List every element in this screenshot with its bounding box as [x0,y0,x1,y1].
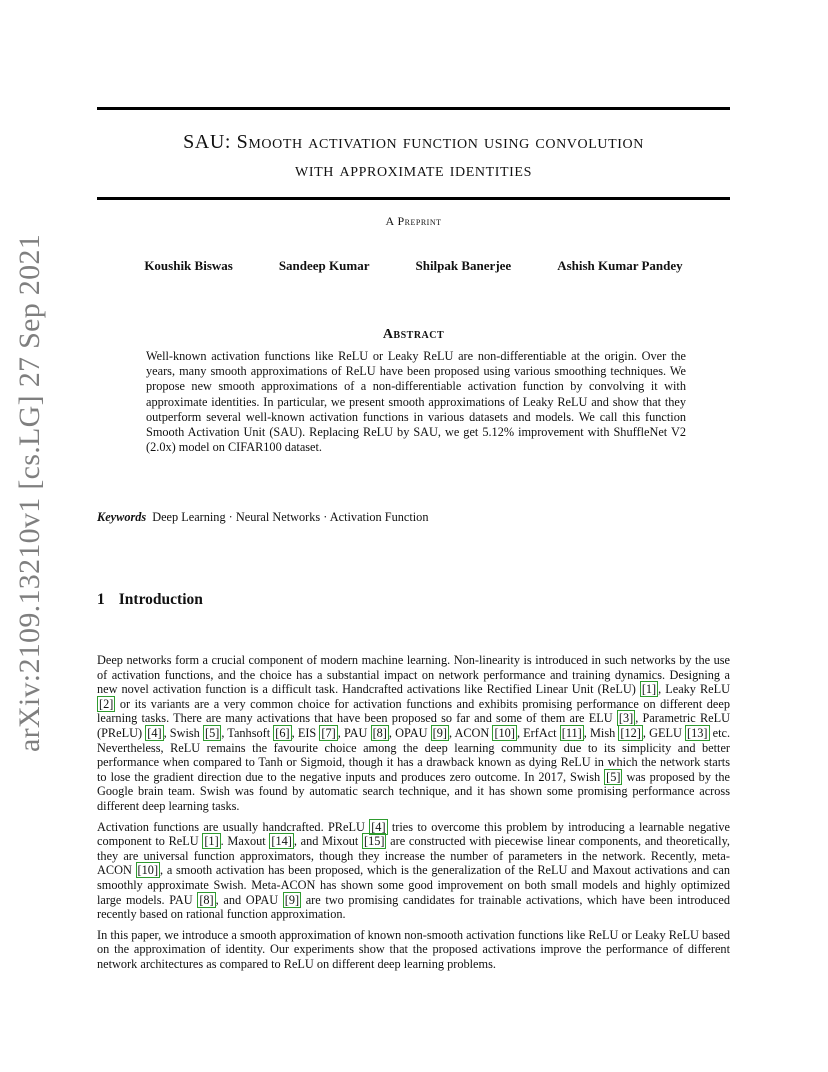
section-title: Introduction [118,591,203,608]
paragraph-text: , ACON [448,725,493,740]
citation-link[interactable]: [7] [321,725,336,740]
author-name: Koushik Biswas [144,258,233,273]
paragraph-text: was proposed by the Google brain team. Swish was found by automatic search technique, and it has shown some promising performance across different deep learning tasks. [97,769,730,813]
keywords-label: Keywords [97,510,147,524]
citation-link[interactable]: [12] [620,725,641,740]
citation-link[interactable]: [13] [687,725,708,740]
citation-link[interactable]: [5] [606,769,621,784]
citation-link[interactable]: [4] [371,819,386,834]
author-name: Ashish Kumar Pandey [557,258,683,273]
author-list [97,258,730,274]
citation-link[interactable]: [8] [372,725,387,740]
citation-link[interactable]: [10] [494,725,515,740]
arxiv-stamp: arXiv:2109.13210v1 [cs.LG] 27 Sep 2021 [13,233,46,752]
citation-link[interactable]: [10] [137,863,159,878]
body-text [97,653,730,977]
citation-link[interactable]: [9] [284,892,300,907]
paragraph-text: , EIS [291,725,320,740]
author-name: Sandeep Kumar [278,258,370,273]
paragraph-text: , Tanhsoft [221,725,274,740]
paragraph-text: , and Mixout [293,834,362,849]
paragraph-text: , and OPAU [215,892,283,907]
citation-link[interactable]: [2] [99,696,114,711]
citation-link[interactable]: [15] [363,834,385,849]
citation-link[interactable]: [1] [204,834,219,849]
paragraph-text: are constructed with piecewise linear components, and theoretically, they are universal function approximators, though they increase the number of parameters in the network. Recently, meta-ACON [97,834,730,878]
citation-link[interactable]: [14] [271,834,292,849]
abstract-text: Well-known activation functions like ReLU or Leaky ReLU are non-differentiable at the origin. Over the years, many smooth approximations of ReLU have been proposed using various smoothing techniques. We propose new smooth approximations of a non-differentiable activation function by convolving it with approximate identities. In particular, we present smooth approximations of Leaky ReLU and show that they outperform several well-known activation functions in various datasets and models. We call this function Smooth Activation Unit (SAU). Replacing ReLU by SAU, we get 5.12% improvement with ShuffleNet V2 (2.0x) model on CIFAR100 dataset. [146,349,686,455]
title-line-1-rest: mooth activation function using convolution [248,131,644,153]
paragraph-text: , Leaky ReLU [658,682,730,697]
paragraph-text: tries to overcome this problem by introducing a learnable negative component to ReLU [97,819,730,849]
citation-link[interactable]: [1] [641,682,657,697]
title-line-1 [97,128,730,156]
citation-link[interactable]: [5] [204,725,220,740]
paragraph-text: , Parametric ReLU (PReLU) [97,711,730,740]
paragraph-text: , Mish [583,725,619,740]
paragraph-text: . Maxout [220,834,270,849]
paragraph-text: , Swish [163,725,203,740]
title-initial: SAU: S [183,131,249,153]
paragraph-text: Activation functions are usually handcrafted. PReLU [97,819,370,834]
paragraph-text: , PAU [337,725,371,740]
citation-link[interactable]: [3] [618,711,634,726]
section-heading [97,591,203,609]
section-number: 1 [97,591,105,608]
author-name: Shilpak Banerjee [415,258,512,273]
keywords-text: Deep Learning · Neural Networks · Activation Function [152,510,429,524]
abstract-heading: Abstract [382,327,445,342]
paragraph-text: are two promising candidates for trainable activations, which have been introduced recently based on rational function approximation. [97,892,730,922]
paragraph-text: etc. Nevertheless, ReLU remains the favourite choice among the deep learning community due to its simplicity and better performance when compared to Tanh or Sigmoid, though it has a drawback known as dying ReLU in which the network starts to lose the gradient direction due to the negative inputs and produces zero outcome. In 2017, Swish [97,725,731,784]
citation-link[interactable]: [4] [147,725,162,740]
paragraph-text: , ErfAct [516,725,560,740]
paper-title [97,128,730,184]
paragraph-text: , OPAU [388,725,431,740]
top-rule [97,107,730,110]
citation-link[interactable]: [11] [561,725,582,740]
paragraph-1 [97,653,730,814]
paragraph-text: or its variants are a very common choice for activation functions and exhibits promising performance on different deep learning tasks. There are many activations that have been proposed so far and some of them are ELU [97,696,730,726]
paragraph-2 [97,820,730,922]
title-line-2: with approximate identities [295,159,532,181]
citation-link[interactable]: [9] [432,725,447,740]
paragraph-text: Deep networks form a crucial component of modern machine learning. Non-linearity is introduced in such networks by the use of activation functions, and the choice has a substantial impact on network performance and training dynamics. Designing a new novel activation function is a difficult task. Handcrafted activations like Rectified Linear Unit (ReLU) [97,653,730,697]
bottom-title-rule [97,197,730,200]
citation-link[interactable]: [6] [275,725,290,740]
paragraph-3: In this paper, we introduce a smooth approximation of known non-smooth activation functions like ReLU or Leaky ReLU based on the approximation of identity. Our experiments show that the proposed activations improve the performance of different network architectures as compared to ReLU on different deep learning problems. [97,927,730,971]
paragraph-text: , GELU [642,725,686,740]
citation-link[interactable]: [8] [199,892,214,907]
paragraph-text: , a smooth activation has been proposed, which is the generalization of the ReLU and Maxout activations and can smoothly approximate Swish. Meta-ACON has shown some good improvement on both small models and highly optimized large models. PAU [97,863,730,907]
keywords-line [97,510,730,525]
preprint-label: A Preprint [385,214,442,228]
